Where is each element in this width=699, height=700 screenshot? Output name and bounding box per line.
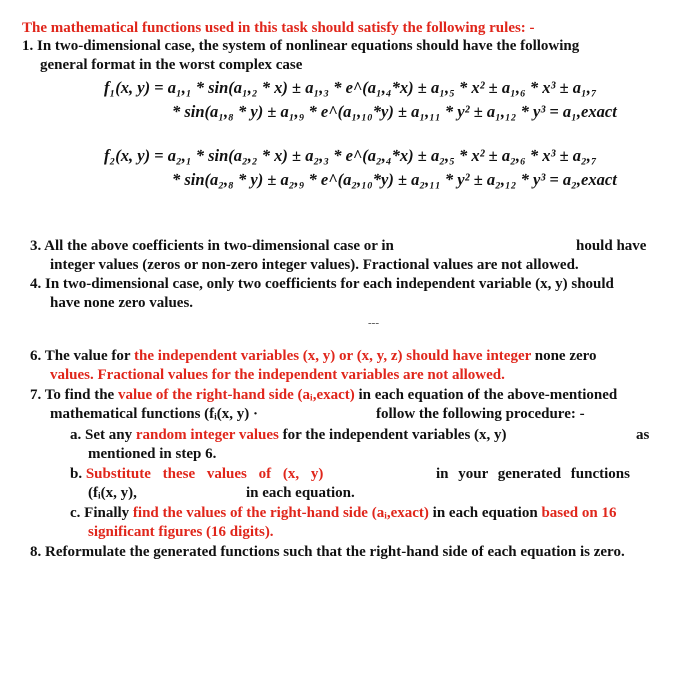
rule7a-line2: mentioned in step 6. bbox=[88, 446, 217, 462]
rule7a-as: as bbox=[636, 427, 650, 443]
rule1-line1: 1. In two-dimensional case, the system of nonlinear equations should have the following bbox=[22, 38, 580, 54]
rule7a-text-a: a. Set any bbox=[70, 427, 133, 443]
rule7a-text-c: for the independent variables (x, y) bbox=[282, 427, 507, 443]
rule7b-line1 bbox=[70, 465, 323, 483]
rule7b-text-b: Substitute these values of (x, y) bbox=[85, 466, 324, 482]
rule4-line2: have none zero values. bbox=[50, 295, 194, 311]
rule7-line2a: mathematical functions (fᵢ(x, y) · bbox=[50, 406, 259, 422]
rule7b-text-c: in your generated functions bbox=[436, 466, 630, 482]
rule4-line1: 4. In two-dimensional case, only two coefficients for each independent variable (x, y) should bbox=[30, 276, 614, 292]
rule6-text-c: none zero bbox=[534, 348, 597, 364]
rule3-line1a: 3. All the above coefficients in two-dimensional case or in bbox=[30, 238, 394, 254]
rule7c-text-b: find the values of the right-hand side (aᵢ,exact) bbox=[132, 505, 429, 521]
rule7c-text-d: based on 16 bbox=[541, 505, 617, 521]
rule1-line2: general format in the worst complex case bbox=[40, 57, 303, 73]
rule6-text-b: the independent variables (x, y) or (x, y, z) should have integer bbox=[134, 348, 531, 364]
equation-f1-line2: * sin(a₁,₈ * y) ± a₁,₉ * e^(a₁,₁₀*y) ± a₁,₁₁ * y² ± a₁,₁₂ * y³ = a₁,exact bbox=[172, 102, 617, 121]
equation-f2-line2: * sin(a₂,₈ * y) ± a₂,₉ * e^(a₂,₁₀*y) ± a₂,₁₁ * y² ± a₂,₁₂ * y³ = a₂,exact bbox=[172, 170, 617, 189]
equation-f2-line1: f₂(x, y) = a₂,₁ * sin(a₂,₂ * x) ± a₂,₃ * e^(a₂,₄*x) ± a₂,₅ * x² ± a₂,₆ * x³ ± a₂,₇ bbox=[104, 146, 597, 165]
rule7-text-b: value of the right-hand side (aᵢ,exact) bbox=[117, 387, 355, 403]
rule8-line: 8. Reformulate the generated functions such that the right-hand side of each equation is zero. bbox=[30, 544, 625, 560]
rule7-line2b: follow the following procedure: - bbox=[376, 406, 585, 422]
rule7c-line2: significant figures (16 digits). bbox=[88, 524, 274, 540]
rule7b-line2a: (fᵢ(x, y), bbox=[88, 485, 137, 501]
rule7-line1 bbox=[30, 386, 617, 404]
rule7a-text-b: random integer values bbox=[135, 427, 279, 443]
rule7-text-a: 7. To find the bbox=[30, 387, 115, 403]
rule6-text-a: 6. The value for bbox=[30, 348, 131, 364]
rule6-line2: values. Fractional values for the independent variables are not allowed. bbox=[50, 367, 505, 383]
separator: --- bbox=[368, 317, 379, 329]
equation-f1-line1: f₁(x, y) = a₁,₁ * sin(a₁,₂ * x) ± a₁,₃ * e^(a₁,₄*x) ± a₁,₅ * x² ± a₁,₆ * x³ ± a₁,₇ bbox=[104, 78, 597, 97]
rule7c-line1 bbox=[70, 504, 616, 522]
rule7a-line1 bbox=[70, 426, 507, 444]
rule3-line2: integer values (zeros or non-zero integer values). Fractional values are not allowed. bbox=[50, 257, 579, 273]
rule7c-text-c: in each equation bbox=[432, 505, 538, 521]
header-line: The mathematical functions used in this task should satisfy the following rules: - bbox=[22, 20, 535, 36]
rule7c-text-a: c. Finally bbox=[70, 505, 130, 521]
rule3-line1b: hould have bbox=[576, 238, 647, 254]
rule7b-line2b: in each equation. bbox=[246, 485, 355, 501]
rule7b-text-a: b. bbox=[70, 466, 83, 482]
rule7-text-c: in each equation of the above-mentioned bbox=[358, 387, 618, 403]
rule6-line1 bbox=[30, 347, 597, 365]
